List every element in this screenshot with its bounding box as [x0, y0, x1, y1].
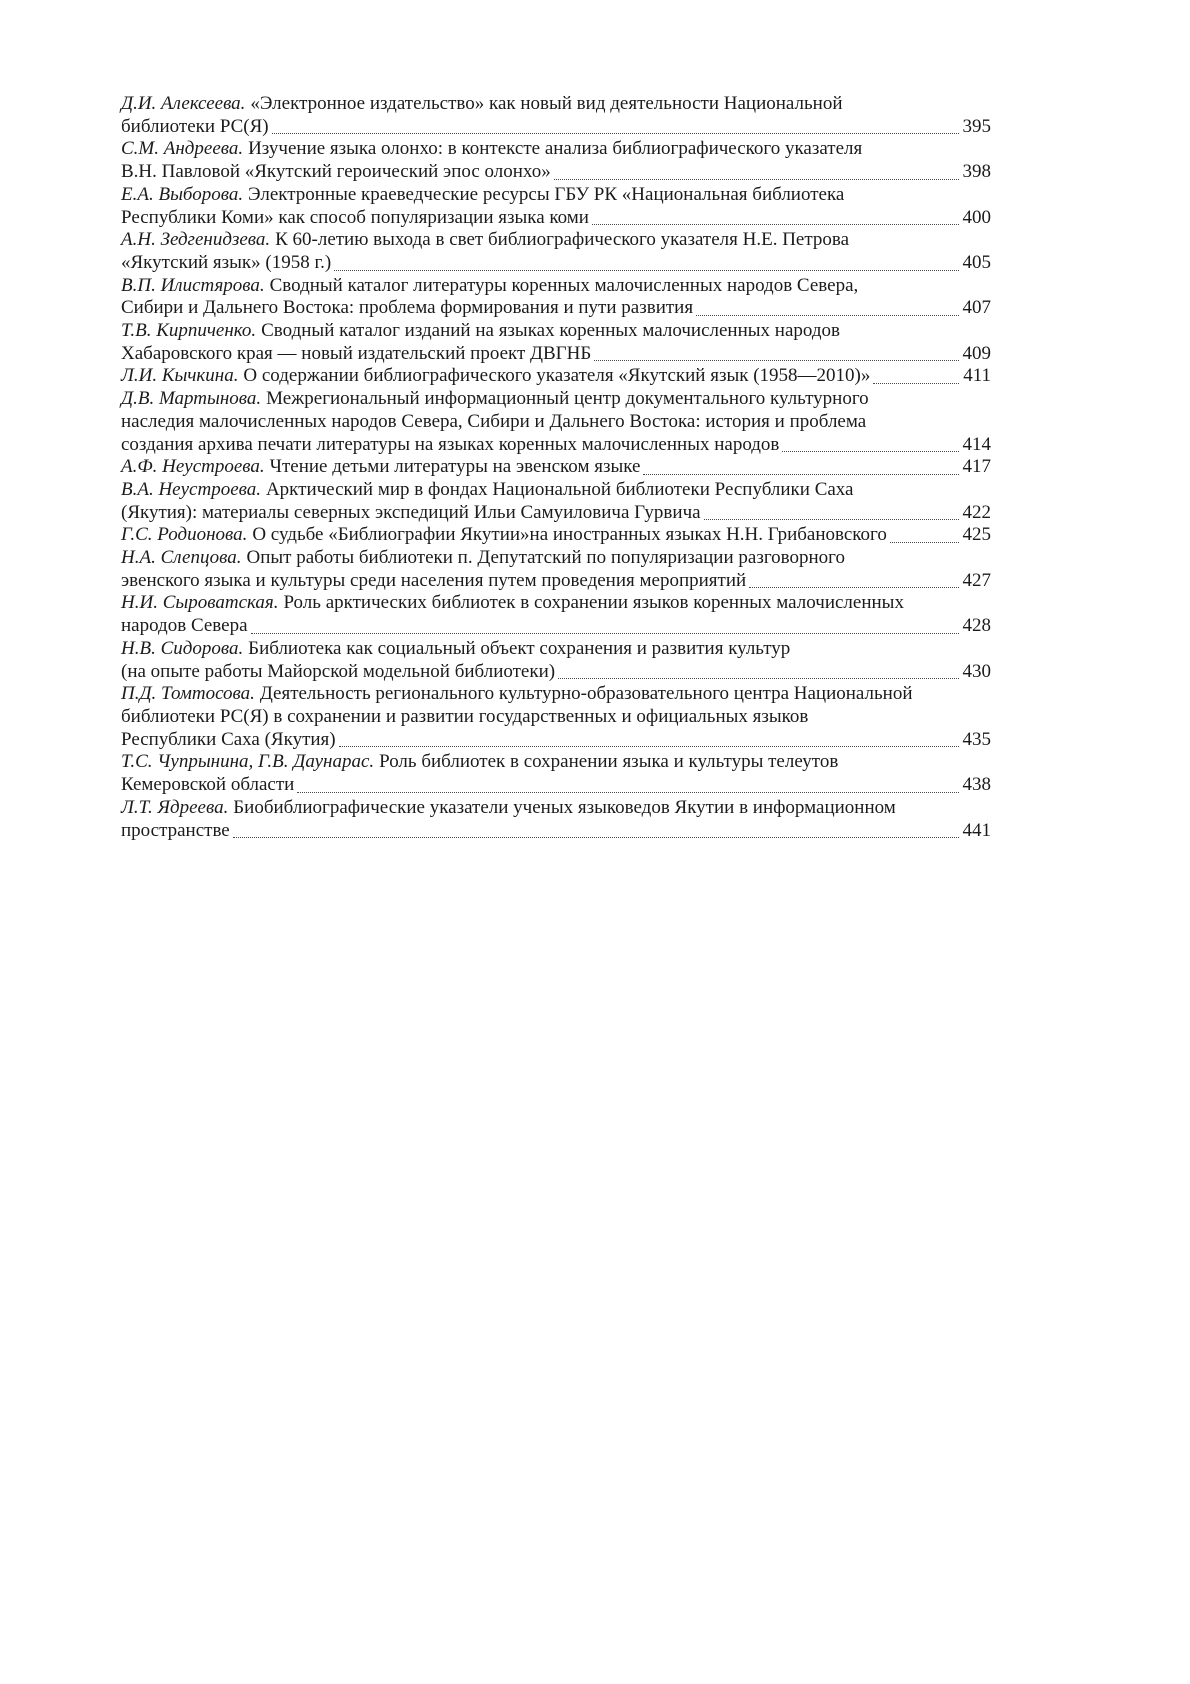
toc-entry-page-number: 409 — [962, 342, 991, 364]
toc-entry — [121, 683, 991, 751]
toc-entry-author: В.А. Неустроева. — [121, 478, 262, 500]
toc-entry-line — [121, 615, 991, 638]
dot-leader — [696, 315, 958, 316]
toc-entry-title-fragment: Сибири и Дальнего Востока: проблема формирования и пути развития — [121, 297, 694, 319]
toc-entry-line — [121, 365, 991, 388]
toc-entry-text — [121, 320, 840, 343]
toc-entry-text — [121, 570, 746, 593]
dot-leader — [554, 179, 959, 180]
toc-entry — [121, 320, 991, 365]
toc-entry-author: П.Д. Томтосова. — [121, 683, 255, 705]
toc-entry-text — [121, 638, 790, 661]
toc-entry-author: Д.И. Алексеева. — [121, 93, 246, 114]
toc-entry-line — [121, 229, 991, 252]
toc-entry-author: Г.С. Родионова. — [121, 524, 248, 546]
dot-leader — [873, 383, 959, 384]
toc-entry-page-number: 425 — [962, 524, 991, 546]
toc-entry-title-fragment: Сводный каталог изданий на языках коренных малочисленных народов — [261, 320, 840, 342]
toc-entry-text — [121, 592, 904, 615]
dot-leader — [592, 224, 959, 225]
toc-entry-title-fragment: Кемеровской области — [121, 774, 295, 796]
toc-entry-line — [121, 502, 991, 525]
toc-entry-page-number: 438 — [962, 774, 991, 796]
toc-entry-text — [121, 502, 701, 525]
toc-entry-text — [121, 524, 887, 547]
dot-leader — [704, 519, 959, 520]
toc-entry-page-number: 430 — [962, 660, 991, 682]
toc-entry-line — [121, 820, 991, 843]
toc-entry-line — [121, 252, 991, 275]
toc-entry-author: А.Ф. Неустроева. — [121, 456, 265, 478]
toc-entry-text — [121, 365, 870, 388]
toc-entry-text — [121, 297, 693, 320]
toc-entry-line — [121, 661, 991, 684]
toc-entry-text — [121, 706, 808, 729]
toc-entry-text — [121, 661, 555, 684]
toc-entry-text — [121, 252, 331, 275]
toc-entry-title-fragment: Изучение языка олонхо: в контексте анализа библиографического указателя — [248, 138, 863, 160]
toc-entry-author: В.П. Илистярова. — [121, 274, 265, 296]
dot-leader — [782, 451, 958, 452]
toc-entry-author: Н.В. Сидорова. — [121, 637, 244, 659]
toc-entry-text — [121, 161, 551, 184]
dot-leader — [890, 542, 959, 543]
toc-entry-line — [121, 320, 991, 343]
toc-entry — [121, 797, 991, 842]
toc-entry-page-number: 400 — [962, 206, 991, 228]
toc-entry-title-fragment: Библиотека как социальный объект сохранения и развития культур — [248, 637, 791, 659]
toc-entry-text — [121, 683, 913, 706]
toc-entry-title-fragment: Чтение детьми литературы на эвенском языке — [269, 456, 641, 478]
toc-entry-page-number: 411 — [963, 365, 991, 387]
toc-entry-text — [121, 729, 336, 752]
toc-entry — [121, 93, 991, 138]
toc-entry-title-fragment: Биобиблиографические указатели ученых языковедов Якутии в информационном — [233, 796, 896, 818]
dot-leader — [251, 633, 959, 634]
toc-entry-text — [121, 207, 589, 230]
toc-entry — [121, 138, 991, 183]
toc-entry-title-fragment: библиотеки РС(Я) в сохранении и развитии государственных и официальных языков — [121, 705, 809, 727]
toc-entry-line — [121, 479, 991, 502]
toc-entry-page-number: 407 — [962, 297, 991, 319]
toc-entry — [121, 229, 991, 274]
toc-entry-title-fragment: Электронные краеведческие ресурсы ГБУ РК «Национальная библиотека — [248, 183, 845, 205]
toc-entry-page-number: 417 — [962, 456, 991, 478]
toc-entry — [121, 456, 991, 479]
toc-entry-text — [121, 93, 843, 116]
toc-entry-line — [121, 207, 991, 230]
toc-entry-title-fragment: В.Н. Павловой «Якутский героический эпос олонхо» — [121, 161, 551, 183]
toc-entry-title-fragment: наследия малочисленных народов Севера, Сибири и Дальнего Востока: история и проблема — [121, 410, 867, 432]
dot-leader — [297, 792, 958, 793]
toc-entry — [121, 388, 991, 456]
toc-entry-text — [121, 138, 862, 161]
toc-entry-title-fragment: эвенского языка и культуры среди населения путем проведения мероприятий — [121, 569, 747, 591]
toc-entry-page-number: 395 — [962, 115, 991, 137]
toc-entry-author: Е.А. Выборова. — [121, 183, 244, 205]
toc-entry-line — [121, 524, 991, 547]
toc-entry-line — [121, 729, 991, 752]
dot-leader — [339, 746, 959, 747]
toc-entry-title-fragment: (Якутия): материалы северных экспедиций Ильи Самуиловича Гурвича — [121, 501, 701, 523]
toc-entry-title-fragment: Арктический мир в фондах Национальной библиотеки Республики Саха — [265, 478, 854, 500]
toc-entry-title-fragment: Республики Коми» как способ популяризации языка коми — [121, 206, 589, 228]
toc-entry-line — [121, 93, 991, 116]
toc-entry-page-number: 398 — [962, 161, 991, 183]
toc-entry-page-number: 441 — [962, 819, 991, 841]
toc-entry-line — [121, 138, 991, 161]
toc-entry-text — [121, 797, 896, 820]
toc-entry — [121, 638, 991, 683]
toc-entry — [121, 547, 991, 592]
toc-entry-title-fragment: Хабаровского края — новый издательский проект ДВГНБ — [121, 342, 592, 364]
toc-entry-line — [121, 434, 991, 457]
toc-entry-text — [121, 388, 869, 411]
toc-entry-page-number: 435 — [962, 728, 991, 750]
toc-entry-line — [121, 751, 991, 774]
toc-entry-line — [121, 161, 991, 184]
toc-entry-title-fragment: Роль арктических библиотек в сохранении языков коренных малочисленных — [283, 592, 904, 614]
toc-entry-author: Л.Т. Ядреева. — [121, 796, 229, 818]
toc-entry-page-number: 428 — [962, 615, 991, 637]
toc-entry-title-fragment: О содержании библиографического указателя «Якутский язык (1958—2010)» — [243, 365, 871, 387]
toc-entry-page-number: 414 — [962, 433, 991, 455]
toc-entry — [121, 365, 991, 388]
toc-entry-title-fragment: «Электронное издательство» как новый вид деятельности Национальной — [250, 93, 843, 114]
toc-entry — [121, 524, 991, 547]
toc-entry-line — [121, 456, 991, 479]
toc-entry-author: Д.В. Мартынова. — [121, 388, 262, 410]
toc-entry-line — [121, 411, 991, 434]
toc-entry-title-fragment: библиотеки РС(Я) — [121, 115, 269, 137]
toc-entry-text — [121, 116, 269, 139]
dot-leader — [272, 133, 959, 134]
toc-entry-line — [121, 297, 991, 320]
toc-entry-text — [121, 774, 294, 797]
dot-leader — [334, 270, 958, 271]
toc-entry-text — [121, 184, 844, 207]
toc-entry-page-number: 427 — [962, 569, 991, 591]
toc-entry-text — [121, 615, 248, 638]
toc-entry-title-fragment: О судьбе «Библиографии Якутии»на иностранных языках Н.Н. Грибановского — [252, 524, 887, 546]
toc-entry-text — [121, 479, 854, 502]
toc-entry — [121, 751, 991, 796]
dot-leader — [594, 360, 958, 361]
toc-entry-line — [121, 343, 991, 366]
toc-entry-title-fragment: «Якутский язык» (1958 г.) — [121, 251, 332, 273]
toc-list — [121, 93, 991, 842]
toc-entry-title-fragment: Опыт работы библиотеки п. Депутатский по популяризации разговорного — [246, 547, 845, 569]
dot-leader — [749, 587, 958, 588]
toc-entry-title-fragment: Сводный каталог литературы коренных малочисленных народов Севера, — [269, 274, 859, 296]
toc-entry-line — [121, 388, 991, 411]
toc-entry-text — [121, 820, 230, 843]
toc-entry-text — [121, 456, 640, 479]
toc-entry-line — [121, 570, 991, 593]
toc-entry-author: Н.И. Сыроватская. — [121, 592, 279, 614]
toc-entry — [121, 184, 991, 229]
toc-entry — [121, 275, 991, 320]
dot-leader — [558, 678, 958, 679]
toc-entry-title-fragment: К 60-летию выхода в свет библиографического указателя Н.Е. Петрова — [275, 229, 850, 251]
toc-entry-line — [121, 638, 991, 661]
toc-entry — [121, 479, 991, 524]
toc-entry-line — [121, 797, 991, 820]
toc-entry-text — [121, 275, 858, 298]
toc-entry-title-fragment: Роль библиотек в сохранении языка и культуры телеутов — [379, 751, 839, 773]
toc-entry-title-fragment: пространстве — [121, 819, 230, 841]
toc-entry-line — [121, 683, 991, 706]
toc-entry-line — [121, 116, 991, 139]
toc-entry-line — [121, 706, 991, 729]
toc-entry-author: А.Н. Зедгенидзева. — [121, 229, 271, 251]
toc-entry-title-fragment: народов Севера — [121, 615, 248, 637]
toc-entry-title-fragment: Межрегиональный информационный центр документального культурного — [266, 388, 869, 410]
toc-entry-line — [121, 592, 991, 615]
toc-entry-line — [121, 275, 991, 298]
toc-entry-page-number: 422 — [962, 501, 991, 523]
toc-entry-page-number: 405 — [962, 251, 991, 273]
toc-entry-line — [121, 184, 991, 207]
toc-entry-text — [121, 343, 591, 366]
toc-entry-title-fragment: (на опыте работы Майорской модельной библиотеки) — [121, 660, 556, 682]
dot-leader — [233, 837, 959, 838]
toc-entry-author: Т.В. Кирпиченко. — [121, 320, 257, 342]
toc-entry-author: Т.С. Чупрынина, Г.В. Даунарас. — [121, 751, 375, 773]
toc-entry-text — [121, 229, 849, 252]
toc-entry-text — [121, 411, 866, 434]
toc-entry-author: Н.А. Слепцова. — [121, 547, 242, 569]
toc-entry-title-fragment: Республики Саха (Якутия) — [121, 728, 336, 750]
toc-entry-author: С.М. Андреева. — [121, 138, 244, 160]
toc-entry-text — [121, 751, 838, 774]
toc-entry-title-fragment: создания архива печати литературы на языках коренных малочисленных народов — [121, 433, 780, 455]
toc-entry-text — [121, 434, 779, 457]
toc-entry-line — [121, 774, 991, 797]
toc-entry-line — [121, 547, 991, 570]
toc-entry — [121, 592, 991, 637]
toc-entry-title-fragment: Деятельность регионального культурно-образовательного центра Национальной — [259, 683, 913, 705]
toc-entry-text — [121, 547, 845, 570]
dot-leader — [643, 474, 958, 475]
toc-entry-author: Л.И. Кычкина. — [121, 365, 239, 387]
